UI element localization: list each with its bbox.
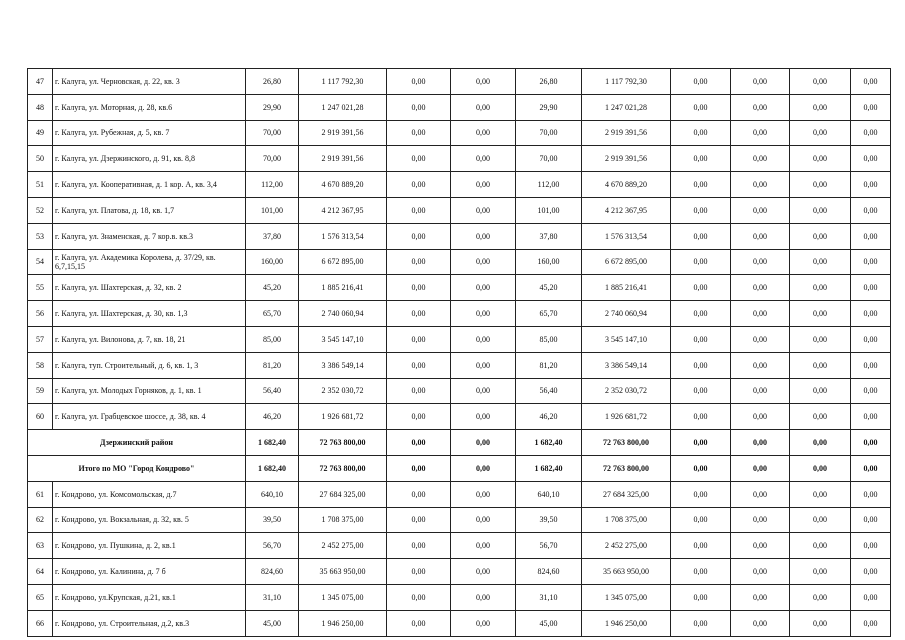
value-cell: 0,00 [790, 481, 851, 507]
value-cell: 0,00 [851, 533, 891, 559]
value-cell: 56,70 [246, 533, 299, 559]
value-cell: 0,00 [790, 275, 851, 301]
table-row [28, 301, 891, 327]
value-cell: 0,00 [387, 430, 451, 456]
value-cell: 70,00 [246, 146, 299, 172]
value-cell: 35 663 950,00 [299, 559, 387, 585]
value-cell: 0,00 [731, 197, 790, 223]
value-cell: 0,00 [731, 146, 790, 172]
value-cell: 3 545 147,10 [299, 326, 387, 352]
address-cell: г. Калуга, ул. Дзержинского, д. 91, кв. 8,8 [53, 146, 246, 172]
value-cell: 56,70 [516, 533, 582, 559]
value-cell: 72 763 800,00 [299, 430, 387, 456]
value-cell: 0,00 [790, 94, 851, 120]
value-cell: 0,00 [671, 455, 731, 481]
value-cell: 0,00 [851, 404, 891, 430]
value-cell: 1 345 075,00 [582, 584, 671, 610]
address-cell: г. Кондрово, ул. Строительная, д.2, кв.3 [53, 610, 246, 636]
value-cell: 0,00 [731, 533, 790, 559]
value-cell: 0,00 [671, 69, 731, 95]
value-cell: 160,00 [246, 249, 299, 275]
address-cell: г. Кондрово, ул.Крупская, д.21, кв.1 [53, 584, 246, 610]
value-cell: 0,00 [387, 326, 451, 352]
value-cell: 0,00 [451, 610, 516, 636]
value-cell: 4 670 889,20 [299, 172, 387, 198]
table-row [28, 559, 891, 585]
value-cell: 0,00 [387, 455, 451, 481]
value-cell: 37,80 [516, 223, 582, 249]
value-cell: 0,00 [851, 146, 891, 172]
value-cell: 0,00 [451, 249, 516, 275]
total-row [28, 430, 891, 456]
value-cell: 1 247 021,28 [582, 94, 671, 120]
value-cell: 0,00 [790, 455, 851, 481]
value-cell: 39,50 [246, 507, 299, 533]
value-cell: 1 345 075,00 [299, 584, 387, 610]
value-cell: 0,00 [671, 533, 731, 559]
value-cell: 0,00 [671, 197, 731, 223]
value-cell: 46,20 [246, 404, 299, 430]
value-cell: 2 352 030,72 [582, 378, 671, 404]
value-cell: 640,10 [516, 481, 582, 507]
row-number: 61 [28, 481, 53, 507]
value-cell: 3 386 549,14 [582, 352, 671, 378]
value-cell: 0,00 [731, 94, 790, 120]
value-cell: 0,00 [671, 507, 731, 533]
value-cell: 640,10 [246, 481, 299, 507]
value-cell: 0,00 [451, 430, 516, 456]
value-cell: 0,00 [851, 430, 891, 456]
value-cell: 0,00 [671, 146, 731, 172]
value-cell: 85,00 [246, 326, 299, 352]
value-cell: 0,00 [671, 120, 731, 146]
value-cell: 72 763 800,00 [299, 455, 387, 481]
value-cell: 3 545 147,10 [582, 326, 671, 352]
value-cell: 2 452 275,00 [299, 533, 387, 559]
value-cell: 0,00 [671, 378, 731, 404]
row-number: 51 [28, 172, 53, 198]
value-cell: 112,00 [516, 172, 582, 198]
value-cell: 70,00 [516, 120, 582, 146]
value-cell: 0,00 [731, 404, 790, 430]
value-cell: 0,00 [731, 481, 790, 507]
address-cell: г. Калуга, туп. Строительный, д. 6, кв. 1, 3 [53, 352, 246, 378]
value-cell: 0,00 [451, 275, 516, 301]
value-cell: 27 684 325,00 [299, 481, 387, 507]
row-number: 62 [28, 507, 53, 533]
value-cell: 26,80 [516, 69, 582, 95]
row-number: 52 [28, 197, 53, 223]
value-cell: 112,00 [246, 172, 299, 198]
value-cell: 1 682,40 [246, 455, 299, 481]
value-cell: 1 682,40 [516, 455, 582, 481]
value-cell: 1 885 216,41 [299, 275, 387, 301]
value-cell: 1 926 681,72 [299, 404, 387, 430]
value-cell: 0,00 [731, 301, 790, 327]
value-cell: 2 352 030,72 [299, 378, 387, 404]
value-cell: 2 452 275,00 [582, 533, 671, 559]
value-cell: 0,00 [851, 378, 891, 404]
value-cell: 0,00 [451, 172, 516, 198]
value-cell: 29,90 [516, 94, 582, 120]
value-cell: 37,80 [246, 223, 299, 249]
total-row [28, 455, 891, 481]
table-row [28, 275, 891, 301]
value-cell: 85,00 [516, 326, 582, 352]
value-cell: 0,00 [731, 584, 790, 610]
value-cell: 31,10 [516, 584, 582, 610]
value-cell: 0,00 [851, 352, 891, 378]
value-cell: 26,80 [246, 69, 299, 95]
address-cell: г. Калуга, ул. Моторная, д. 28, кв.6 [53, 94, 246, 120]
value-cell: 1 926 681,72 [582, 404, 671, 430]
table-row [28, 326, 891, 352]
value-cell: 0,00 [790, 223, 851, 249]
value-cell: 1 708 375,00 [582, 507, 671, 533]
value-cell: 4 212 367,95 [299, 197, 387, 223]
row-number: 65 [28, 584, 53, 610]
table-body [28, 69, 891, 637]
value-cell: 0,00 [451, 223, 516, 249]
value-cell: 35 663 950,00 [582, 559, 671, 585]
value-cell: 0,00 [731, 120, 790, 146]
value-cell: 0,00 [671, 481, 731, 507]
value-cell: 0,00 [790, 610, 851, 636]
value-cell: 0,00 [790, 584, 851, 610]
value-cell: 2 919 391,56 [299, 146, 387, 172]
value-cell: 1 247 021,28 [299, 94, 387, 120]
table-row [28, 146, 891, 172]
row-number: 56 [28, 301, 53, 327]
value-cell: 0,00 [451, 120, 516, 146]
value-cell: 0,00 [790, 352, 851, 378]
value-cell: 39,50 [516, 507, 582, 533]
row-number: 48 [28, 94, 53, 120]
value-cell: 0,00 [451, 533, 516, 559]
table-row [28, 533, 891, 559]
address-cell: г. Калуга, ул. Шахтерская, д. 30, кв. 1,3 [53, 301, 246, 327]
total-label: Итого по МО "Город Кондрово" [28, 455, 246, 481]
address-cell: г. Калуга, ул. Грабцевское шоссе, д. 38, кв. 4 [53, 404, 246, 430]
value-cell: 0,00 [790, 197, 851, 223]
value-cell: 0,00 [851, 455, 891, 481]
value-cell: 0,00 [851, 69, 891, 95]
value-cell: 1 946 250,00 [582, 610, 671, 636]
table-row [28, 404, 891, 430]
value-cell: 65,70 [516, 301, 582, 327]
value-cell: 824,60 [246, 559, 299, 585]
value-cell: 56,40 [246, 378, 299, 404]
value-cell: 0,00 [790, 404, 851, 430]
table-row [28, 378, 891, 404]
value-cell: 0,00 [790, 172, 851, 198]
value-cell: 0,00 [671, 275, 731, 301]
value-cell: 0,00 [790, 249, 851, 275]
value-cell: 0,00 [731, 69, 790, 95]
value-cell: 160,00 [516, 249, 582, 275]
address-cell: г. Кондрово, ул. Пушкина, д. 2, кв.1 [53, 533, 246, 559]
value-cell: 0,00 [851, 172, 891, 198]
value-cell: 0,00 [731, 559, 790, 585]
value-cell: 0,00 [731, 275, 790, 301]
value-cell: 0,00 [387, 584, 451, 610]
value-cell: 0,00 [387, 404, 451, 430]
value-cell: 56,40 [516, 378, 582, 404]
value-cell: 824,60 [516, 559, 582, 585]
table-row [28, 507, 891, 533]
value-cell: 1 708 375,00 [299, 507, 387, 533]
row-number: 54 [28, 249, 53, 275]
value-cell: 1 885 216,41 [582, 275, 671, 301]
value-cell: 0,00 [671, 94, 731, 120]
row-number: 57 [28, 326, 53, 352]
value-cell: 81,20 [516, 352, 582, 378]
value-cell: 45,00 [246, 610, 299, 636]
row-number: 59 [28, 378, 53, 404]
table-row [28, 172, 891, 198]
value-cell: 1 576 313,54 [299, 223, 387, 249]
table-row [28, 352, 891, 378]
value-cell: 0,00 [671, 249, 731, 275]
value-cell: 0,00 [731, 455, 790, 481]
value-cell: 0,00 [451, 352, 516, 378]
value-cell: 0,00 [851, 584, 891, 610]
value-cell: 0,00 [451, 507, 516, 533]
value-cell: 1 117 792,30 [299, 69, 387, 95]
value-cell: 0,00 [451, 404, 516, 430]
table-row [28, 120, 891, 146]
value-cell: 0,00 [731, 507, 790, 533]
value-cell: 0,00 [387, 69, 451, 95]
value-cell: 0,00 [387, 275, 451, 301]
value-cell: 31,10 [246, 584, 299, 610]
value-cell: 0,00 [451, 69, 516, 95]
row-number: 55 [28, 275, 53, 301]
value-cell: 2 919 391,56 [299, 120, 387, 146]
value-cell: 3 386 549,14 [299, 352, 387, 378]
value-cell: 0,00 [451, 326, 516, 352]
value-cell: 0,00 [790, 378, 851, 404]
table-row [28, 610, 891, 636]
value-cell: 101,00 [246, 197, 299, 223]
table-row [28, 481, 891, 507]
value-cell: 0,00 [790, 533, 851, 559]
value-cell: 0,00 [851, 301, 891, 327]
value-cell: 0,00 [387, 610, 451, 636]
value-cell: 0,00 [731, 378, 790, 404]
value-cell: 0,00 [731, 610, 790, 636]
value-cell: 1 117 792,30 [582, 69, 671, 95]
value-cell: 70,00 [246, 120, 299, 146]
total-label: Дзержинский район [28, 430, 246, 456]
value-cell: 0,00 [851, 120, 891, 146]
table-row [28, 249, 891, 275]
value-cell: 0,00 [451, 481, 516, 507]
value-cell: 1 682,40 [246, 430, 299, 456]
value-cell: 0,00 [671, 430, 731, 456]
value-cell: 0,00 [451, 94, 516, 120]
value-cell: 1 576 313,54 [582, 223, 671, 249]
value-cell: 0,00 [387, 223, 451, 249]
value-cell: 0,00 [851, 197, 891, 223]
value-cell: 0,00 [387, 197, 451, 223]
value-cell: 0,00 [387, 301, 451, 327]
value-cell: 0,00 [451, 197, 516, 223]
value-cell: 0,00 [790, 301, 851, 327]
value-cell: 0,00 [731, 430, 790, 456]
value-cell: 6 672 895,00 [582, 249, 671, 275]
address-cell: г. Калуга, ул. Рубежная, д. 5, кв. 7 [53, 120, 246, 146]
value-cell: 0,00 [387, 249, 451, 275]
row-number: 60 [28, 404, 53, 430]
row-number: 53 [28, 223, 53, 249]
value-cell: 0,00 [451, 559, 516, 585]
value-cell: 0,00 [851, 326, 891, 352]
value-cell: 70,00 [516, 146, 582, 172]
value-cell: 0,00 [790, 559, 851, 585]
value-cell: 0,00 [851, 507, 891, 533]
value-cell: 0,00 [451, 584, 516, 610]
table-row [28, 223, 891, 249]
value-cell: 1 946 250,00 [299, 610, 387, 636]
value-cell: 0,00 [851, 249, 891, 275]
value-cell: 0,00 [790, 69, 851, 95]
row-number: 63 [28, 533, 53, 559]
data-table [27, 68, 891, 637]
value-cell: 0,00 [731, 326, 790, 352]
value-cell: 2 919 391,56 [582, 146, 671, 172]
value-cell: 6 672 895,00 [299, 249, 387, 275]
value-cell: 29,90 [246, 94, 299, 120]
value-cell: 2 740 060,94 [299, 301, 387, 327]
row-number: 47 [28, 69, 53, 95]
value-cell: 65,70 [246, 301, 299, 327]
value-cell: 0,00 [387, 120, 451, 146]
value-cell: 72 763 800,00 [582, 430, 671, 456]
address-cell: г. Калуга, ул. Знаменская, д. 7 кор.в. кв.3 [53, 223, 246, 249]
value-cell: 0,00 [790, 326, 851, 352]
address-cell: г. Калуга, ул. Шахтерская, д. 32, кв. 2 [53, 275, 246, 301]
value-cell: 0,00 [671, 326, 731, 352]
value-cell: 81,20 [246, 352, 299, 378]
address-cell: г. Калуга, ул. Вилонова, д. 7, кв. 18, 21 [53, 326, 246, 352]
value-cell: 45,20 [246, 275, 299, 301]
value-cell: 45,20 [516, 275, 582, 301]
value-cell: 0,00 [790, 430, 851, 456]
value-cell: 45,00 [516, 610, 582, 636]
value-cell: 0,00 [731, 352, 790, 378]
value-cell: 0,00 [671, 301, 731, 327]
row-number: 58 [28, 352, 53, 378]
row-number: 49 [28, 120, 53, 146]
address-cell: г. Калуга, ул. Академика Королева, д. 37/29, кв. 6,7,15,15 [53, 249, 246, 275]
value-cell: 0,00 [671, 404, 731, 430]
value-cell: 0,00 [387, 378, 451, 404]
value-cell: 0,00 [387, 559, 451, 585]
table-row [28, 197, 891, 223]
value-cell: 0,00 [671, 172, 731, 198]
value-cell: 0,00 [790, 507, 851, 533]
value-cell: 0,00 [671, 610, 731, 636]
value-cell: 0,00 [851, 94, 891, 120]
value-cell: 0,00 [851, 559, 891, 585]
value-cell: 0,00 [671, 584, 731, 610]
value-cell: 0,00 [790, 146, 851, 172]
value-cell: 0,00 [731, 172, 790, 198]
value-cell: 0,00 [451, 378, 516, 404]
value-cell: 0,00 [451, 301, 516, 327]
value-cell: 0,00 [387, 146, 451, 172]
value-cell: 101,00 [516, 197, 582, 223]
address-cell: г. Калуга, ул. Платова, д. 18, кв. 1,7 [53, 197, 246, 223]
row-number: 64 [28, 559, 53, 585]
value-cell: 72 763 800,00 [582, 455, 671, 481]
value-cell: 0,00 [851, 481, 891, 507]
row-number: 66 [28, 610, 53, 636]
value-cell: 0,00 [387, 507, 451, 533]
value-cell: 0,00 [387, 94, 451, 120]
value-cell: 0,00 [731, 249, 790, 275]
address-cell: г. Кондрово, ул. Калинина, д. 7 б [53, 559, 246, 585]
value-cell: 0,00 [731, 223, 790, 249]
value-cell: 0,00 [671, 352, 731, 378]
address-cell: г. Кондрово, ул. Комсомольская, д.7 [53, 481, 246, 507]
document-page [27, 68, 891, 637]
value-cell: 0,00 [671, 223, 731, 249]
value-cell: 0,00 [451, 146, 516, 172]
value-cell: 46,20 [516, 404, 582, 430]
address-cell: г. Калуга, ул. Черновская, д. 22, кв. 3 [53, 69, 246, 95]
value-cell: 1 682,40 [516, 430, 582, 456]
value-cell: 0,00 [851, 223, 891, 249]
value-cell: 0,00 [387, 481, 451, 507]
address-cell: г. Калуга, ул. Молодых Горняков, д. 1, кв. 1 [53, 378, 246, 404]
row-number: 50 [28, 146, 53, 172]
value-cell: 0,00 [851, 275, 891, 301]
value-cell: 27 684 325,00 [582, 481, 671, 507]
value-cell: 0,00 [851, 610, 891, 636]
value-cell: 2 919 391,56 [582, 120, 671, 146]
address-cell: г. Калуга, ул. Кооперативная, д. 1 кор. А, кв. 3,4 [53, 172, 246, 198]
value-cell: 0,00 [387, 533, 451, 559]
value-cell: 0,00 [451, 455, 516, 481]
table-row [28, 584, 891, 610]
value-cell: 2 740 060,94 [582, 301, 671, 327]
table-row [28, 69, 891, 95]
value-cell: 0,00 [671, 559, 731, 585]
value-cell: 0,00 [387, 172, 451, 198]
address-cell: г. Кондрово, ул. Вокзальная, д. 32, кв. 5 [53, 507, 246, 533]
table-row [28, 94, 891, 120]
value-cell: 0,00 [790, 120, 851, 146]
value-cell: 4 212 367,95 [582, 197, 671, 223]
value-cell: 0,00 [387, 352, 451, 378]
value-cell: 4 670 889,20 [582, 172, 671, 198]
